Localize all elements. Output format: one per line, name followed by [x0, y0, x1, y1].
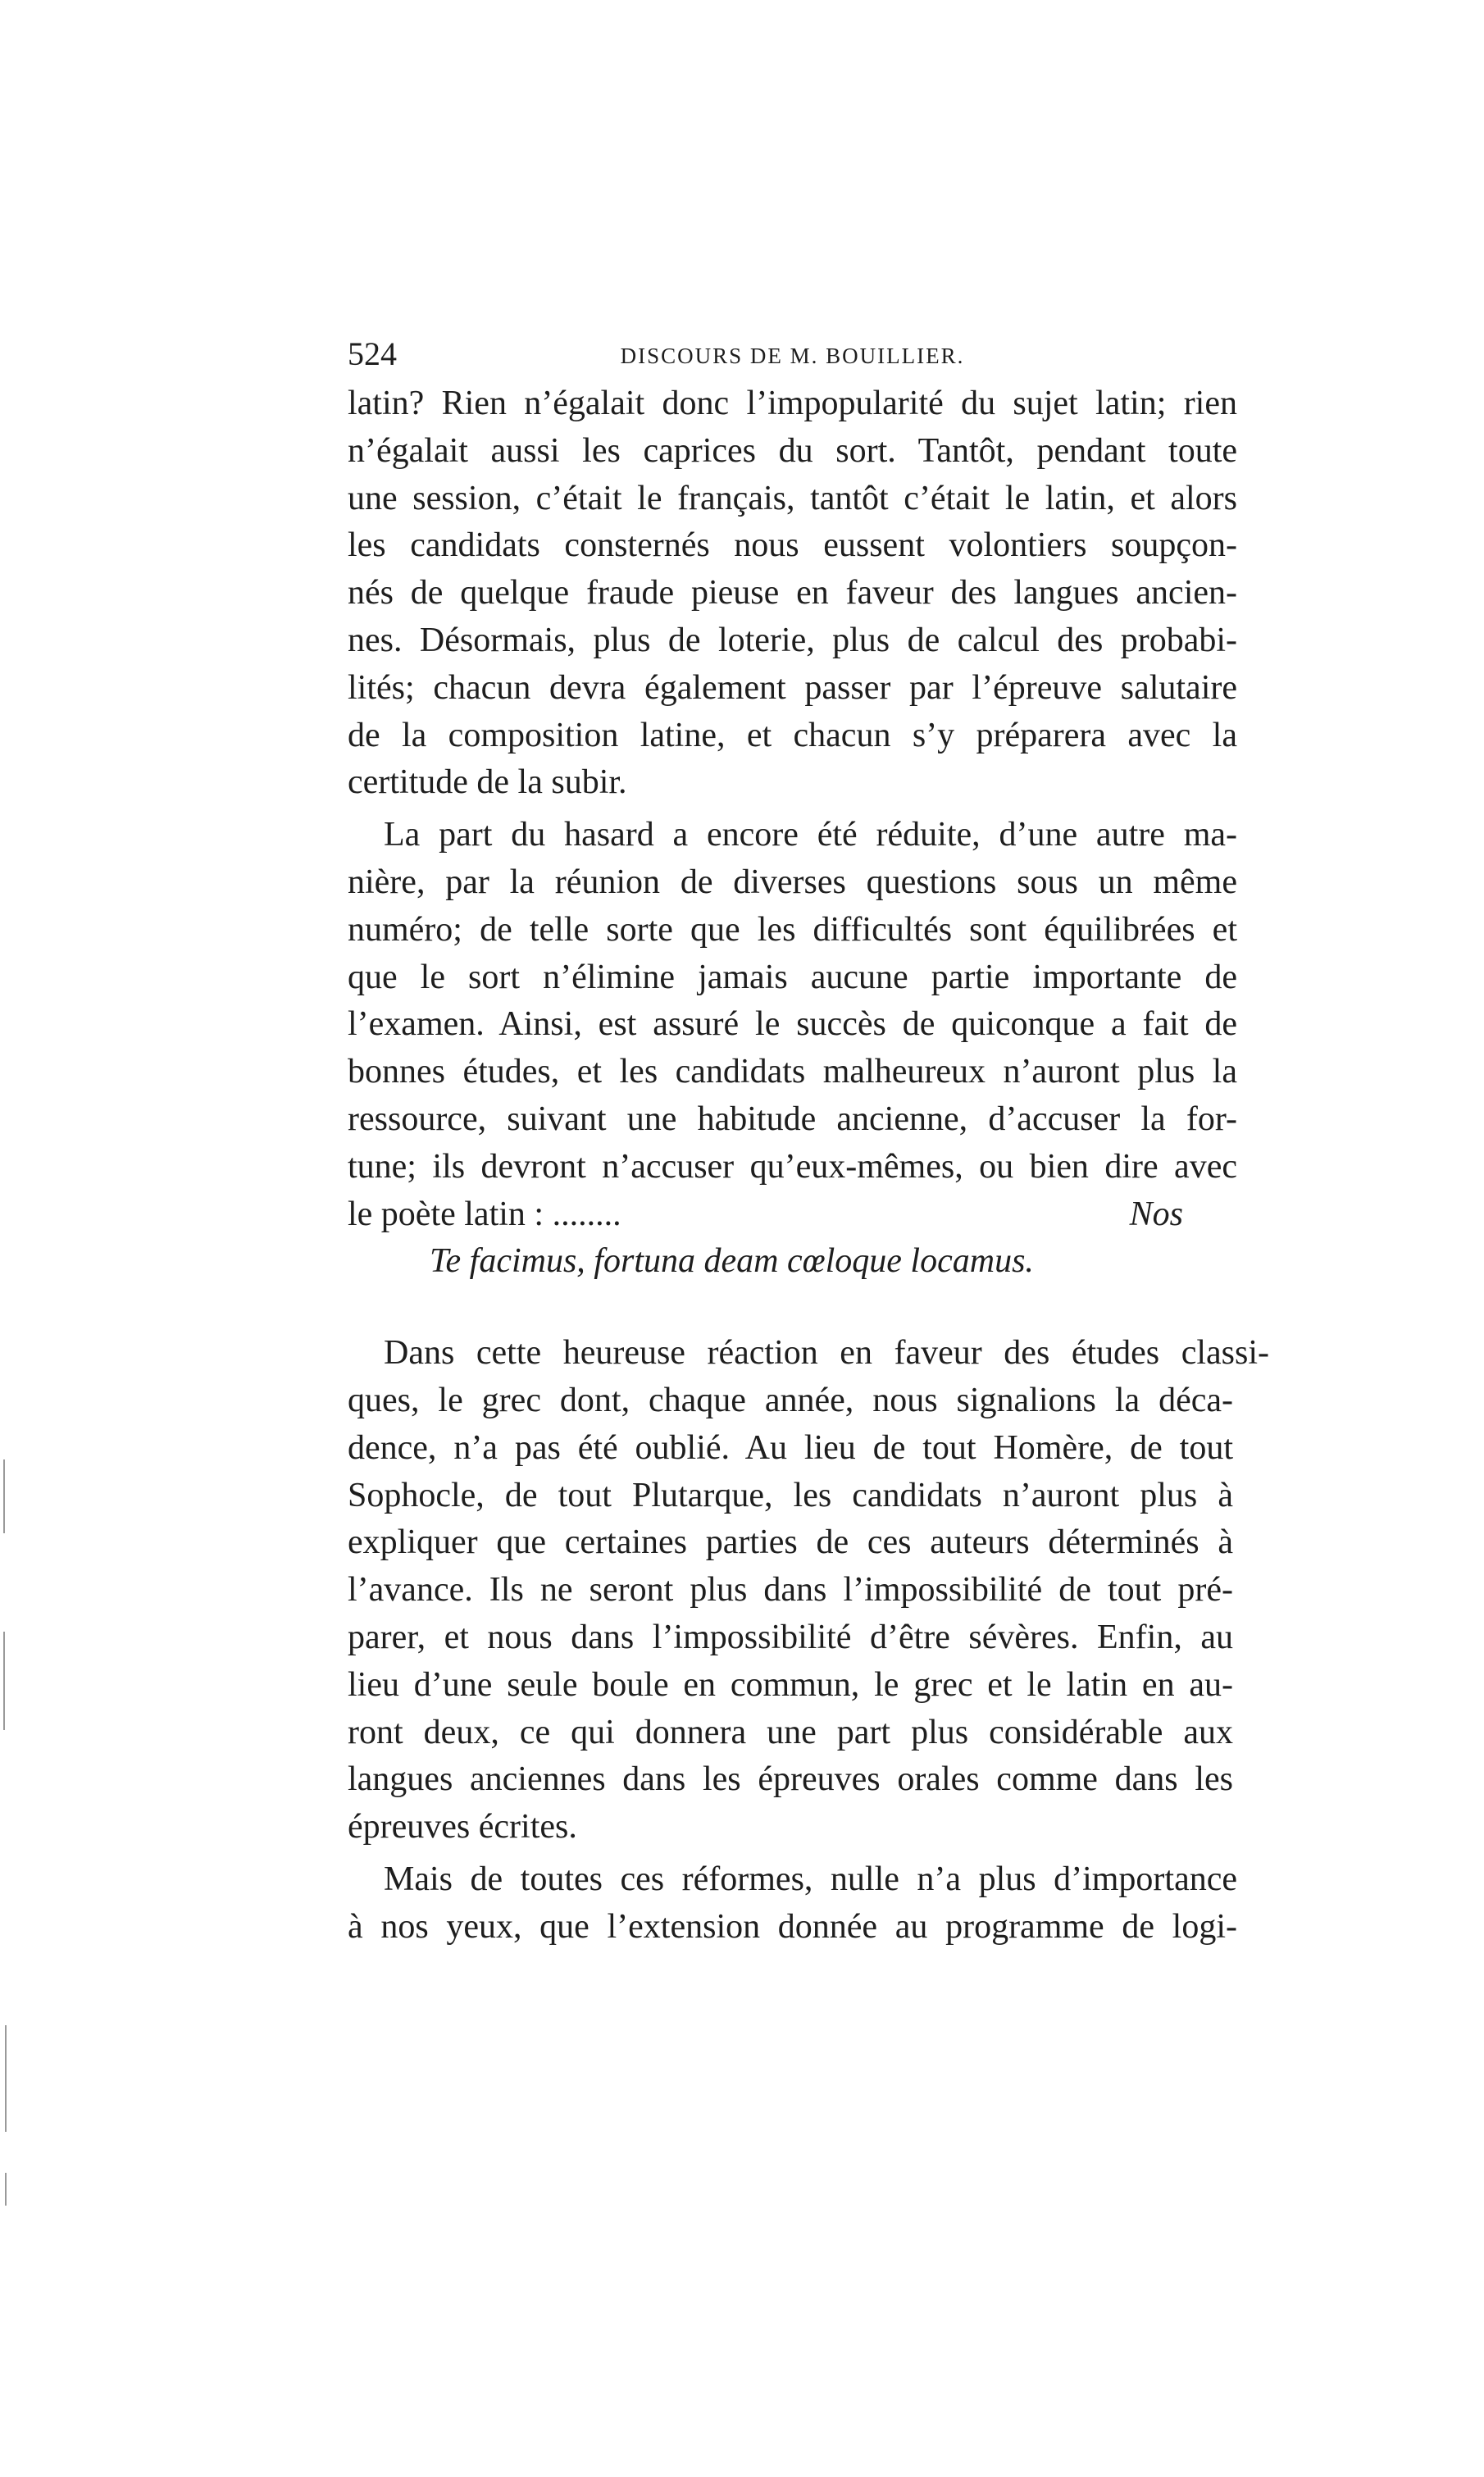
text-line: que le sort n’élimine jamais aucune partie importante de — [348, 958, 1237, 996]
running-title: DISCOURS DE M. BOUILLIER. — [620, 344, 965, 368]
text-line: Dans cette heureuse réaction en faveur des études classi- — [384, 1334, 1269, 1373]
text-line: dence, n’a pas été oublié. Au lieu de tout Homère, de tout — [348, 1428, 1233, 1467]
text-line: n’égalait aussi les caprices du sort. Tantôt, pendant toute — [348, 431, 1237, 470]
text-line: nes. Désormais, plus de loterie, plus de calcul des probabi- — [348, 621, 1237, 659]
text-line: l’avance. Ils ne seront plus dans l’impossibilité de tout pré- — [348, 1571, 1233, 1610]
text-line: certitude de la subir. — [348, 763, 627, 802]
text-line: épreuves écrites. — [348, 1808, 577, 1846]
text-line: expliquer que certaines parties de ces auteurs déterminés à — [348, 1523, 1233, 1562]
text-line: lieu d’une seule boule en commun, le grec et le latin en au- — [348, 1665, 1233, 1704]
verse-lead-text: le poète latin : ........ — [348, 1195, 621, 1233]
paragraph — [348, 812, 1237, 1286]
text-line: nière, par la réunion de diverses questions sous un même — [348, 863, 1237, 901]
text-line: bonnes études, et les candidats malheureux n’auront plus la — [348, 1053, 1237, 1091]
page-header — [348, 336, 1237, 372]
text-line: les candidats consternés nous eussent volontiers soupçon- — [348, 526, 1237, 565]
text-line: ques, le grec dont, chaque année, nous signalions la déca- — [348, 1381, 1233, 1419]
text-line: Sophocle, de tout Plutarque, les candidats n’auront plus à — [348, 1476, 1233, 1514]
page-number: 524 — [348, 335, 397, 372]
text-line: latin? Rien n’égalait donc l’impopularité du sujet latin; rien — [348, 385, 1237, 422]
scan-edge-mark — [3, 1459, 5, 1533]
paragraph — [348, 1856, 1237, 1951]
text-line: numéro; de telle sorte que les difficultés sont équilibrées et — [348, 910, 1237, 949]
scan-edge-mark — [5, 2173, 7, 2206]
text-line: tune; ils devront n’accuser qu’eux-mêmes, ou bien dire avec — [348, 1147, 1237, 1186]
verse-lead-end: Nos — [1129, 1195, 1183, 1233]
paragraph — [348, 380, 1237, 807]
text-line: langues anciennes dans les épreuves orales comme dans les — [348, 1760, 1233, 1799]
scan-edge-mark — [5, 2025, 7, 2132]
text-line: parer, et nous dans l’impossibilité d’être sévères. Enfin, au — [348, 1618, 1233, 1656]
text-line: à nos yeux, que l’extension donnée au programme de logi- — [348, 1907, 1237, 1946]
paragraph — [348, 1330, 1269, 1851]
text-line: de la composition latine, et chacun s’y préparera avec la — [348, 716, 1237, 754]
latin-verse: Te facimus, fortuna deam cœloque locamus. — [430, 1242, 1034, 1281]
text-line: une session, c’était le français, tantôt c’était le latin, et alors — [348, 479, 1237, 517]
scan-edge-mark — [3, 1632, 5, 1730]
verse-lead-line — [348, 1191, 1237, 1239]
text-line: Mais de toutes ces réformes, nulle n’a plus d’importance — [384, 1860, 1237, 1898]
text-line: lités; chacun devra également passer par l’épreuve salutaire — [348, 668, 1237, 707]
text-line: ressource, suivant une habitude ancienne, d’accuser la for- — [348, 1100, 1237, 1138]
text-line: l’examen. Ainsi, est assuré le succès de quiconque a fait de — [348, 1005, 1237, 1044]
body-text — [348, 380, 1269, 1951]
text-line: La part du hasard a encore été réduite, d’une autre ma- — [384, 816, 1237, 854]
text-line: nés de quelque fraude pieuse en faveur des langues ancien- — [348, 574, 1237, 612]
text-line: ront deux, ce qui donnera une part plus considérable aux — [348, 1713, 1233, 1751]
